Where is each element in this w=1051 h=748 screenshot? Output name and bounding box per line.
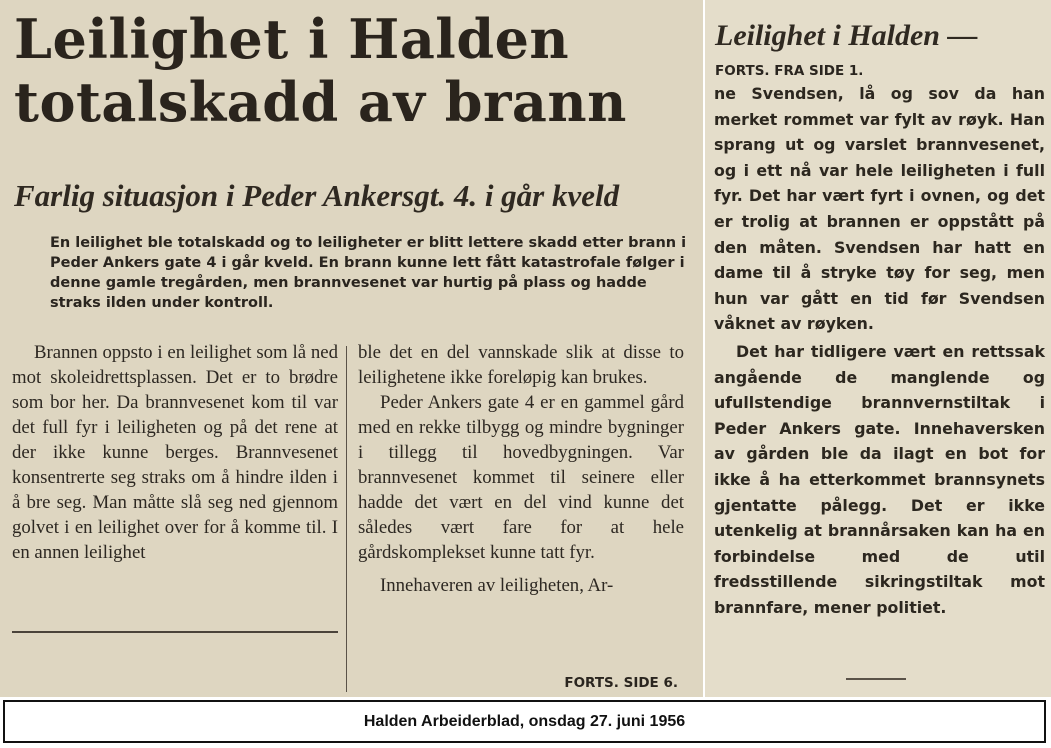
headline-line-1: Leilighet i Halden (14, 7, 570, 71)
headline-line-2: totalskadd av brann (14, 70, 627, 134)
continuation-column (714, 81, 1045, 620)
continuation-paragraph: Det har tidligere vært en rettssak angående de manglende og ufullstendige brannvernstiltak i Peder Ankers gate. Innehaversken av gården ble da ilagt en bot for ikke å ha etterkommet brannsynets gjentatte pålegg. Det er ikke utenkelig at brannårsaken kan ha en forbindelse med de util fredsstillende sikringstiltak mot brannfare, mener politiet. (714, 341, 1045, 617)
lead-paragraph: En leilighet ble totalskadd og to leiligheter er blitt lettere skadd etter brann i Peder Ankers gate 4 i går kveld. En brann kunne lett fått katastrofale følger i denne gamle tregården, men brannvesenet var hurtig på plass og hadde straks ilden under kontroll. (50, 235, 687, 311)
continued-from-label: FORTS. FRA SIDE 1. (715, 63, 864, 79)
column-divider (346, 346, 347, 692)
column-end-rule (12, 631, 338, 633)
source-caption-box (3, 700, 1046, 743)
continued-to-label: FORTS. SIDE 6. (564, 675, 678, 691)
continuation-title: Leilighet i Halden — (715, 19, 978, 52)
headline (14, 8, 690, 134)
continuation-paragraph: ne Svendsen, lå og sov da han merket rommet var fylt av røyk. Han sprang ut og varslet brannvesenet, og i ett nå var hele leiligheten i full fyr. Det har vært fyrt i ovnen, og det er trolig at brannen er oppstått på den måten. Svendsen har hatt en dame til å stryke tøy for seg, men hun var gått en tid før Svendsen våknet av røyken. (714, 84, 1045, 334)
column-1-paragraph: Brannen oppsto i en leilighet som lå ned mot skoleidrettsplassen. Det er to brødre som bor her. Da brannvesenet kom til var det full fyr i leiligheten og på det rene at der ikke kunne berges. Brannvesenet konsentrerte seg straks om å hindre ilden i å bre seg. Man måtte slå seg ned gjennom golvet i en leilighet over for å komme til. I en annen leilighet (12, 342, 338, 563)
article-end-rule (846, 678, 906, 680)
source-caption: Halden Arbeiderblad, onsdag 27. juni 1956 (363, 712, 686, 730)
column-2-paragraph: Peder Ankers gate 4 er en gammel gård med en rekke tilbygg og mindre bygninger i tillegg til hovedbygningen. Var brannvesenet kommet til seinere eller hadde det vært en del vind kunne det således vært fare for at hele gårdskomplekset kunne tatt fyr. (358, 392, 684, 563)
article-column-2 (358, 340, 684, 598)
column-2-paragraph: ble det en del vannskade slik at disse to leilighetene ikke foreløpig kan brukes. (358, 342, 684, 388)
subheadline: Farlig situasjon i Peder Ankersgt. 4. i går kveld (14, 178, 620, 213)
column-2-paragraph: Innehaveren av leiligheten, Ar- (380, 575, 614, 596)
article-column-1 (12, 340, 338, 565)
